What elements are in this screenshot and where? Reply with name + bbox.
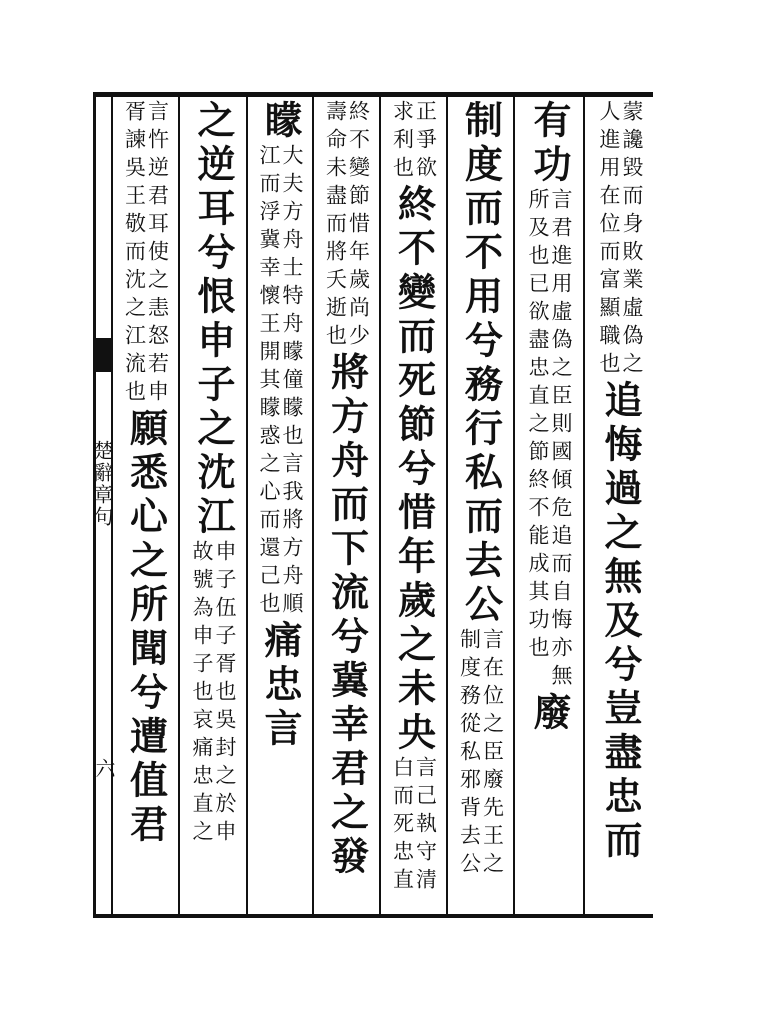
text-column-4 [381,100,446,912]
text-column-7 [180,100,246,912]
commentary-text: 壽命未盡而將夭逝也 [323,100,348,352]
commentary-text: 蒙讒毀而身敗業虛偽之 [620,100,644,380]
main-text: 願悉心之所聞兮遭值君 [123,408,169,848]
commentary-text: 故號為申子也哀痛忠直之 [190,540,214,848]
commentary-text: 終不變節惜年歲尚少 [346,100,371,352]
main-text: 之逆耳兮恨申子之沈江 [191,100,236,540]
commentary-text: 白而死忠直 [390,756,415,896]
main-text: 制度而不用兮務行私而去公 [458,100,504,628]
commentary-text: 江而浮冀幸懷王開其矇惑之心而還己也 [257,144,281,620]
bottom-border [93,914,653,918]
commentary-pair [191,540,235,848]
commentary-text: 胥諫吳王敬而沈之江流也 [122,100,147,408]
commentary-text: 言己執守清 [413,756,438,896]
text-column-3 [448,100,513,912]
text-column-1 [585,100,655,912]
commentary-pair [325,100,369,352]
commentary-pair [258,144,302,620]
main-text: 終不變而死節兮惜年歲之未央 [391,184,437,756]
main-text: 將方舟而下流兮冀幸君之發 [324,352,370,880]
text-column-6 [248,100,312,912]
commentary-text: 制度務從私邪背去公 [457,628,482,880]
main-text: 矇 [258,100,303,144]
text-column-2 [515,100,583,912]
commentary-text: 人進用在位而富顯職也 [597,100,621,380]
commentary-pair [392,100,436,184]
commentary-text: 言在位之臣廢先王之 [480,628,505,880]
text-column-5 [314,100,379,912]
commentary-pair [124,100,168,408]
book-title: 楚辭章句 [90,440,114,528]
commentary-pair [598,100,642,380]
top-border [93,92,653,97]
commentary-pair [459,628,503,880]
commentary-pair [392,756,436,896]
commentary-text: 求利也 [390,100,415,184]
commentary-text: 申子伍子胥也吳封之於申 [213,540,237,848]
commentary-text: 正爭欲 [413,100,438,184]
main-text: 追悔過之無及兮豈盡忠而 [598,380,643,864]
main-text: 有功 [527,100,572,188]
commentary-text: 大夫方舟士特舟矇僮矇也言我將方舟順 [280,144,304,620]
main-text: 痛忠言 [258,620,303,752]
fish-tail-mark [93,338,111,372]
commentary-text: 言君進用虛偽之臣則國傾危追而自悔亦無 [549,188,573,692]
text-column-8 [113,100,178,912]
commentary-text: 言忤逆君耳使之恚怒若申 [145,100,170,408]
commentary-text: 所及也已欲盡忠直之節終不能成其功也 [526,188,550,664]
page-number: 六 [92,758,116,780]
main-text: 廢 [527,692,572,736]
commentary-pair [527,188,571,692]
